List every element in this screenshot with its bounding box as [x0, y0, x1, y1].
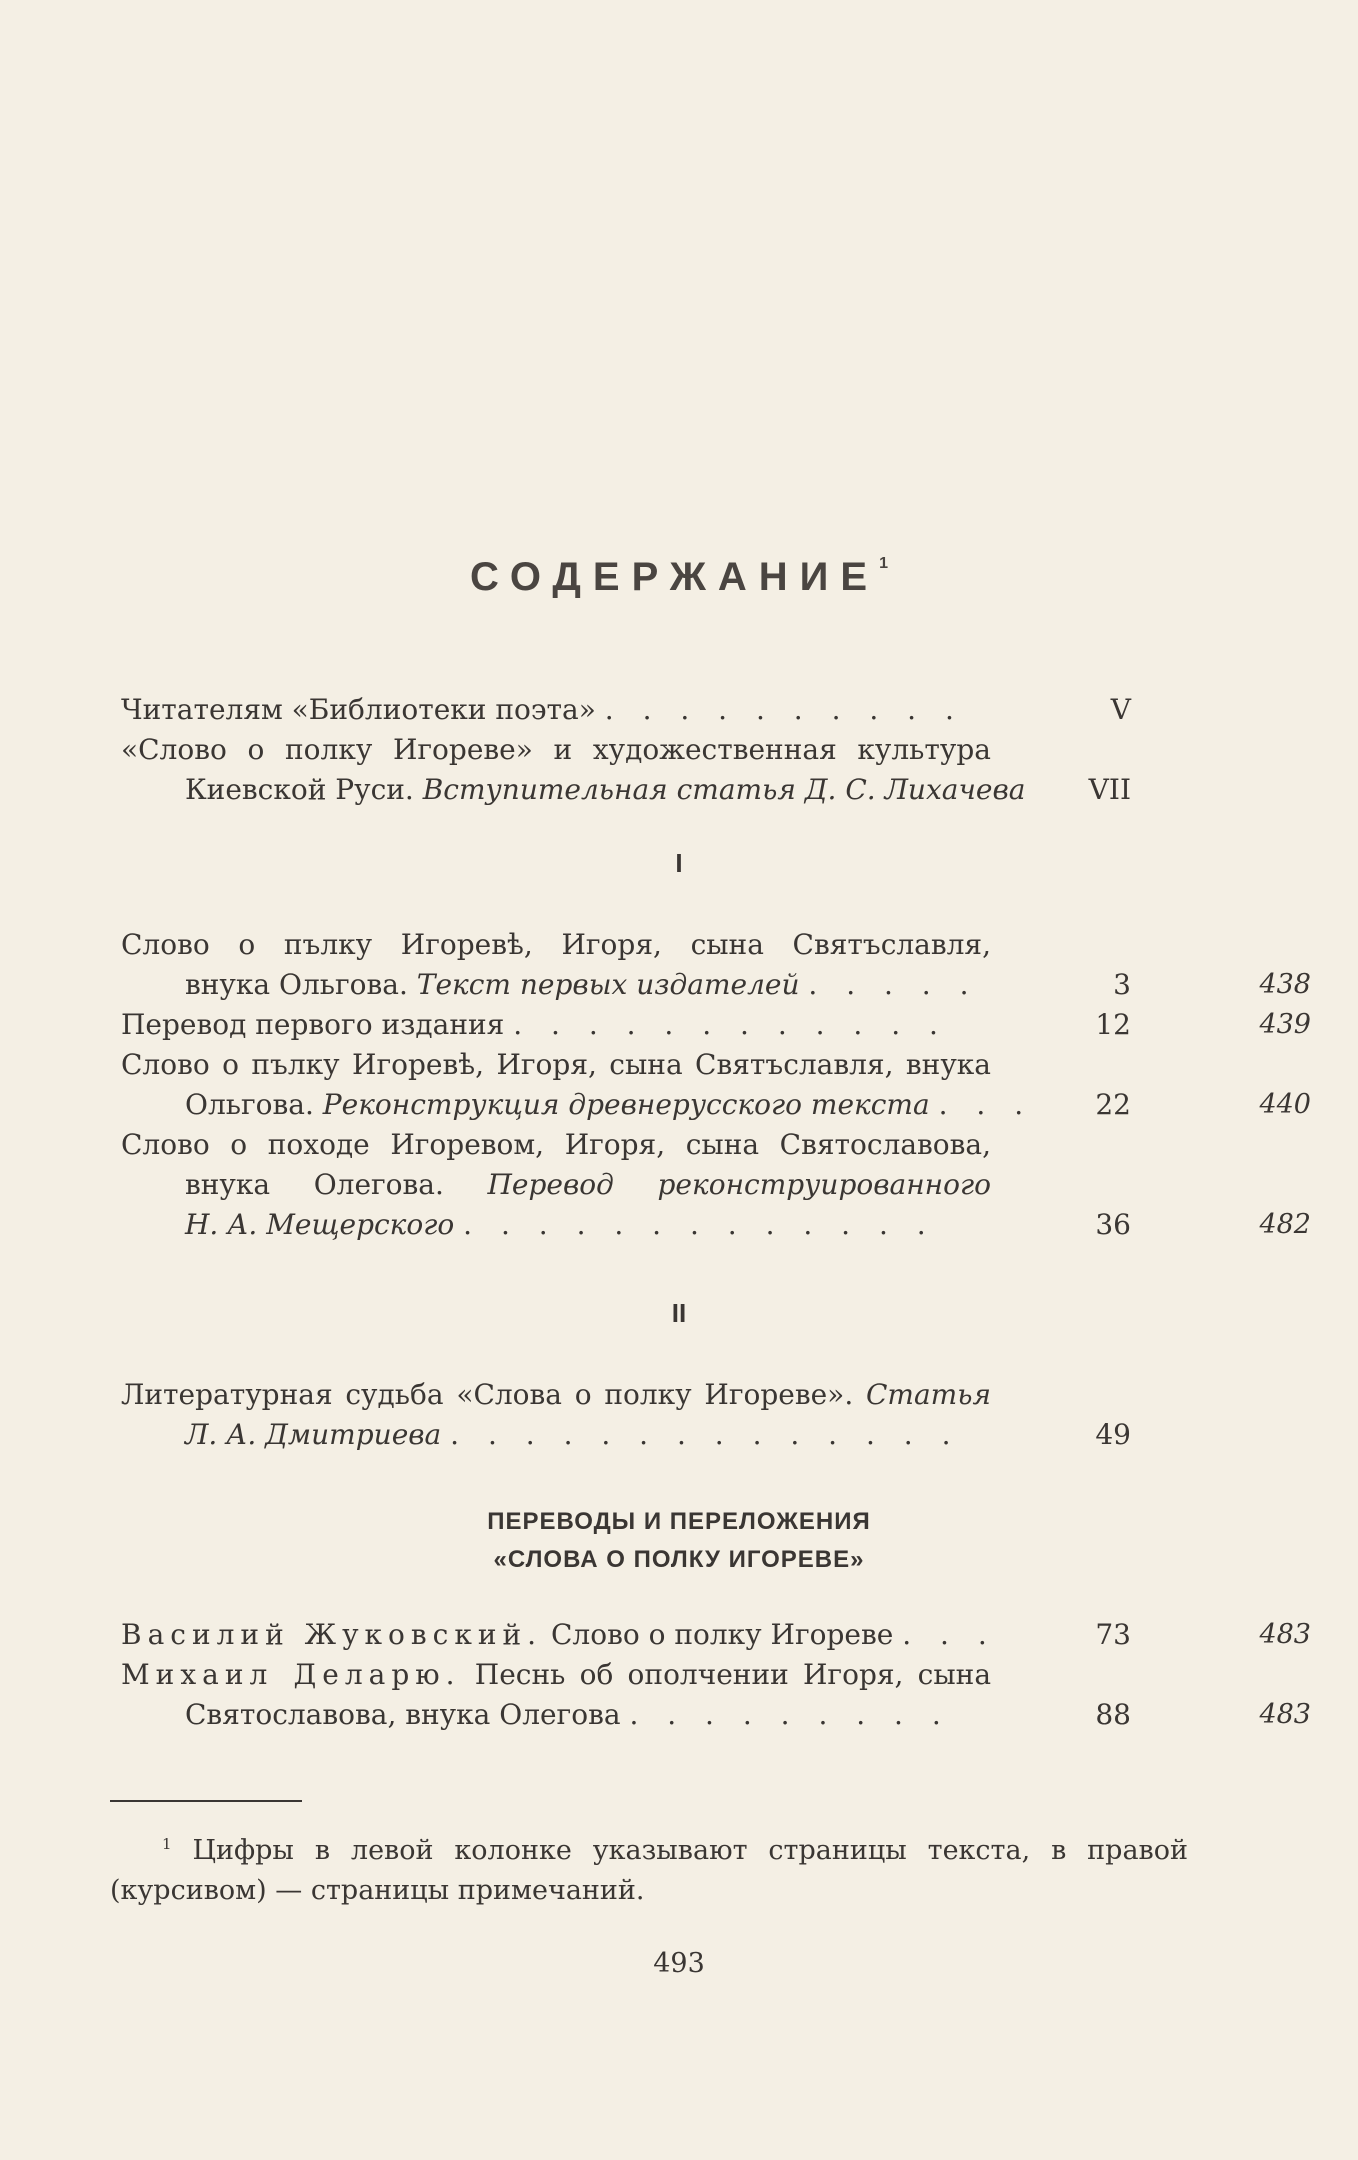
page-number: 88 — [1095, 1698, 1131, 1731]
page-number: 12 — [1095, 1008, 1131, 1041]
part-numeral: II — [671, 1298, 687, 1328]
toc-entry[interactable]: «Слово о полку Игореве» и художественная культура Киевской Руси. Вступительная статья Д. С. Лихачева VII — [121, 730, 991, 810]
page-number: 22 — [1095, 1088, 1131, 1121]
page-title: СОДЕРЖАНИЕ$^1$ — [469, 555, 889, 599]
page-number: 3 — [1113, 968, 1131, 1001]
footnote: $^1$ Цифры в левой колонке указывают страницы текста, в правой (курсивом) — страницы примечаний. — [110, 1835, 1188, 1906]
note-page-number: 483 — [1259, 1619, 1311, 1650]
page-number: 36 — [1095, 1208, 1131, 1241]
toc-entry[interactable]: Читателям «Библиотеки поэта» . . . . . . . . . . V — [121, 690, 991, 730]
page-number: V — [1110, 693, 1131, 726]
note-page-number: 439 — [1259, 1009, 1311, 1040]
toc-entry[interactable]: Василий Жуковский. Слово о полку Игореве . . . 73 483 — [121, 1615, 991, 1655]
page-folio: 493 — [653, 1948, 705, 1979]
footnote-rule — [110, 1800, 302, 1802]
note-page-number: 482 — [1259, 1209, 1311, 1240]
toc-entry[interactable]: Слово о походе Игоревом, Игоря, сына Святославова, внука Олегова. Перевод реконструированного Н. А. Мещерского . . . . . . . . . . . . . 36 482 — [121, 1125, 991, 1245]
footnote-mark: 1 — [879, 555, 889, 572]
page-number: 73 — [1095, 1618, 1131, 1651]
note-page-number: 440 — [1259, 1089, 1311, 1120]
toc-entry[interactable]: Перевод первого издания . . . . . . . . . . . . 12 439 — [121, 1005, 991, 1045]
toc-entry[interactable]: Слово о пълку Игоревѣ, Игоря, сына Святъславля, внука Ольгова. Текст первых издателей . . . . . 3 438 — [121, 925, 991, 1005]
page-number: VII — [1088, 773, 1131, 806]
note-page-number: 438 — [1259, 969, 1311, 1000]
toc-entry[interactable]: Литературная судьба «Слова о полку Игореве». Статья Л. А. Дмитриева . . . . . . . . . . . . . . 49 — [121, 1375, 991, 1455]
section-heading: ПЕРЕВОДЫ И ПЕРЕЛОЖЕНИЯ «СЛОВА О ПОЛКУ ИГОРЕВЕ» — [487, 1508, 871, 1573]
toc-entry[interactable]: Слово о пълку Игоревѣ, Игоря, сына Святъславля, внука Ольгова. Реконструкция древнерусского текста . . . 22 440 — [121, 1045, 991, 1125]
page-number: 49 — [1095, 1418, 1131, 1451]
footnote-mark: 1 — [162, 1835, 172, 1853]
toc-entry[interactable]: Михаил Деларю. Песнь об ополчении Игоря, сына Святославова, внука Олегова . . . . . . . . . 88 483 — [121, 1655, 991, 1735]
part-numeral: I — [675, 848, 683, 878]
note-page-number: 483 — [1259, 1699, 1311, 1730]
